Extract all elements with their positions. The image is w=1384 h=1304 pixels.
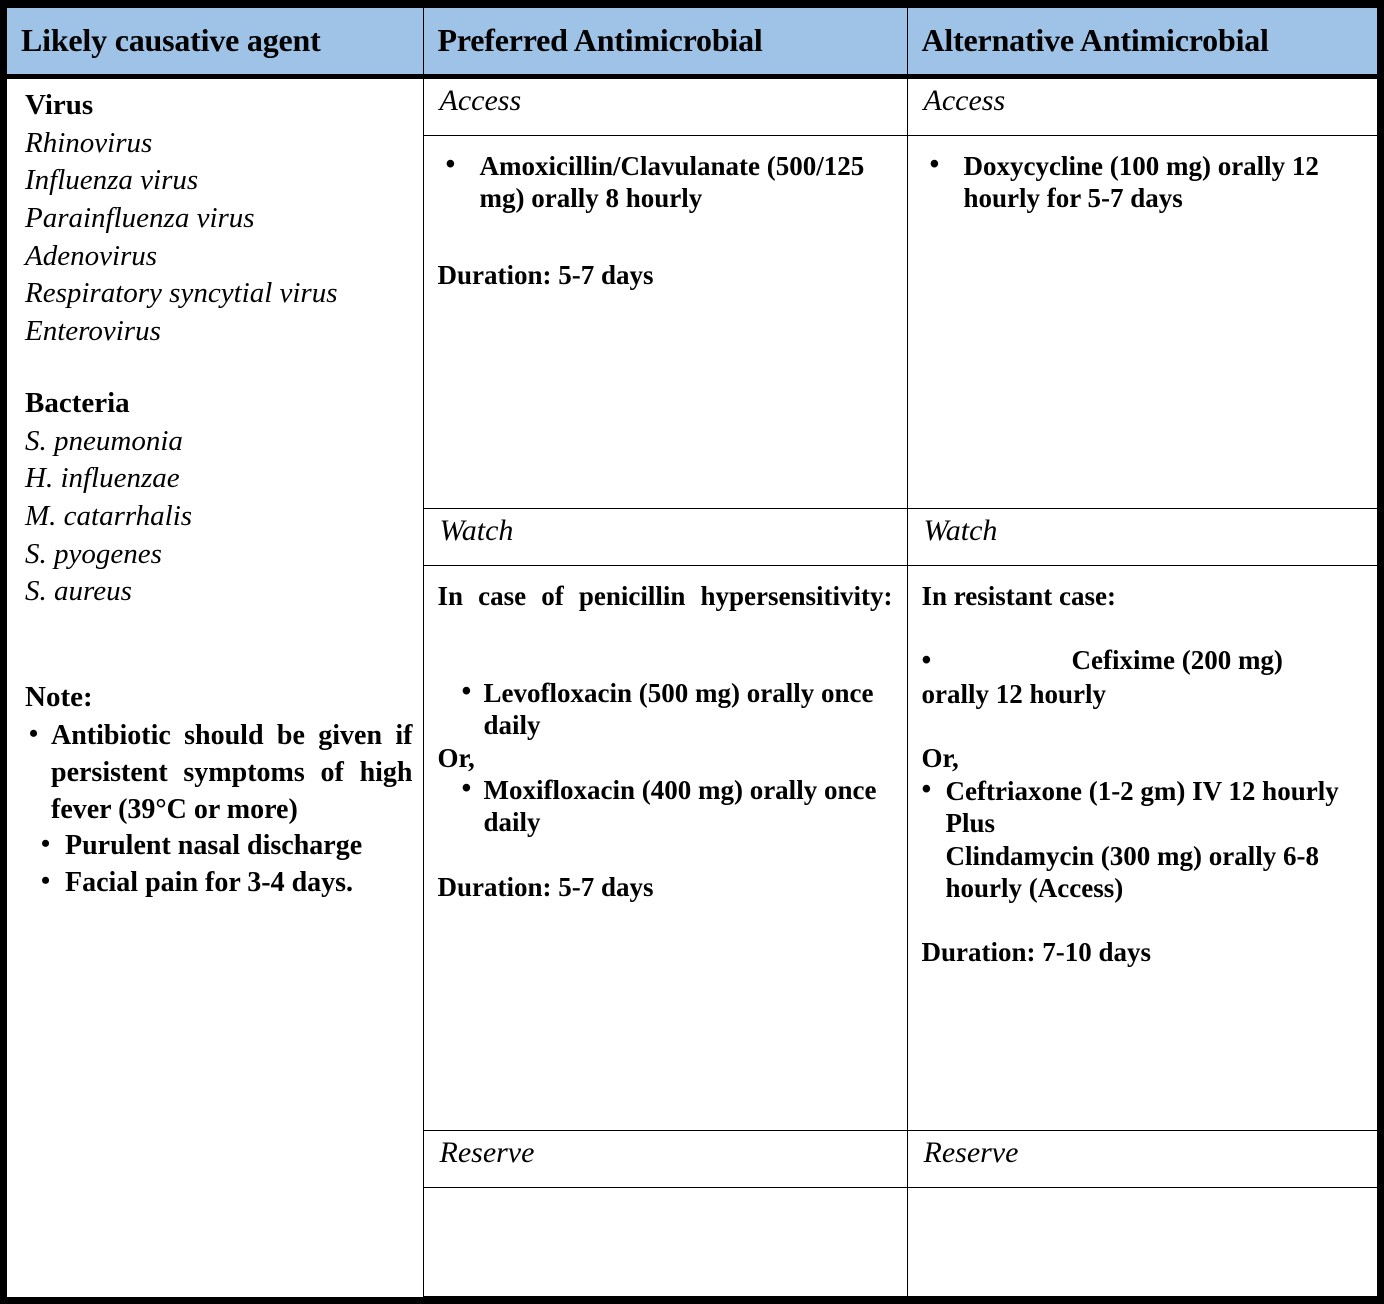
note-item: • Antibiotic should be given if persistent symptoms of high fever (39°C or more) xyxy=(25,718,413,829)
tier-label-access-preferred: Access xyxy=(423,77,907,136)
note-item: • Purulent nasal discharge xyxy=(25,828,413,865)
note-list xyxy=(25,718,413,903)
alternative-watch-cefixime-line1 xyxy=(922,644,1364,678)
organism-item: H. influenzae xyxy=(25,462,180,495)
note-item: • Facial pain for 3-4 days. xyxy=(25,865,413,902)
preferred-access-duration: Duration: 5-7 days xyxy=(437,259,654,290)
spacer xyxy=(922,904,1364,936)
drug-item: Cefixime (200 mg) xyxy=(1071,645,1283,676)
organism-item: S. pyogenes xyxy=(25,537,162,570)
column-header-preferred-antimicrobial: Preferred Antimicrobial xyxy=(423,8,907,77)
alternative-watch-clindamycin: Clindamycin (300 mg) orally 6-8 hourly (Access) xyxy=(945,840,1319,903)
tier-label-reserve-alternative: Reserve xyxy=(907,1131,1377,1188)
note-heading: Note: xyxy=(25,680,93,713)
virus-heading: Virus xyxy=(25,89,94,121)
preferred-access-bullets xyxy=(438,150,893,215)
organism-item: M. catarrhalis xyxy=(25,499,193,532)
organism-item: Parainfluenza virus xyxy=(25,202,255,235)
tier-label-watch-preferred: Watch xyxy=(423,509,907,566)
column-header-alternative-antimicrobial: Alternative Antimicrobial xyxy=(907,8,1377,77)
alternative-watch-duration: Duration: 7-10 days xyxy=(921,937,1152,968)
drug-item: • Levofloxacin (500 mg) orally once daily xyxy=(438,677,893,742)
cell-preferred-reserve xyxy=(423,1188,907,1297)
alternative-watch-cefixime-line2: orally 12 hourly xyxy=(921,678,1107,709)
cell-alternative-reserve xyxy=(907,1188,1377,1297)
spacer xyxy=(922,710,1364,742)
organism-item: S. aureus xyxy=(25,575,132,608)
preferred-watch-connector: Or, xyxy=(437,742,475,773)
preferred-watch-bullets-1 xyxy=(438,677,893,742)
tier-label-reserve-preferred: Reserve xyxy=(423,1131,907,1188)
alternative-watch-bullets xyxy=(922,775,1364,807)
drug-item: • Amoxicillin/Clavulanate (500/125 mg) orally 8 hourly xyxy=(438,150,893,215)
preferred-watch-intro: In case of penicillin hypersensitivity: xyxy=(437,581,893,611)
alternative-watch-plus: Plus xyxy=(945,808,996,839)
alternative-watch-intro: In resistant case: xyxy=(921,581,1116,611)
organism-item: S. pneumonia xyxy=(25,424,183,457)
tier-label-access-alternative: Access xyxy=(907,77,1377,136)
preferred-watch-bullets-2 xyxy=(438,774,893,839)
organism-item: Enterovirus xyxy=(25,315,161,348)
cell-causative-agent xyxy=(7,77,423,1297)
cell-alternative-access xyxy=(907,136,1377,509)
spacer xyxy=(438,215,893,259)
header-row xyxy=(7,8,1377,77)
drug-item: • Moxifloxacin (400 mg) orally once daily xyxy=(438,774,893,839)
table-body xyxy=(7,77,1377,1297)
bacteria-heading: Bacteria xyxy=(25,386,130,419)
spacer xyxy=(25,611,413,679)
organism-item: Rhinovirus xyxy=(25,126,153,159)
column-header-causative-agent: Likely causative agent xyxy=(7,8,423,77)
spacer xyxy=(922,612,1364,644)
spacer xyxy=(438,839,893,871)
tier-label-watch-alternative: Watch xyxy=(907,509,1377,566)
table-row-access-label xyxy=(7,77,1377,136)
organism-item: Respiratory syncytial virus xyxy=(25,277,338,310)
table-header xyxy=(7,8,1377,77)
bullet-icon xyxy=(922,644,1072,678)
organism-item: Influenza virus xyxy=(25,164,199,197)
spacer xyxy=(25,351,413,385)
cell-preferred-access xyxy=(423,136,907,509)
drug-item: • Ceftriaxone (1-2 gm) IV 12 hourly xyxy=(922,775,1364,807)
cell-preferred-watch xyxy=(423,566,907,1131)
treatment-table xyxy=(7,7,1377,1297)
organism-item: Adenovirus xyxy=(25,239,158,272)
alternative-access-bullets xyxy=(922,150,1364,215)
preferred-watch-duration: Duration: 5-7 days xyxy=(437,871,654,902)
cell-alternative-watch xyxy=(907,566,1377,1131)
drug-item: • Doxycycline (100 mg) orally 12 hourly for 5-7 days xyxy=(922,150,1364,215)
spacer xyxy=(438,645,893,677)
alternative-watch-connector: Or, xyxy=(921,743,959,774)
